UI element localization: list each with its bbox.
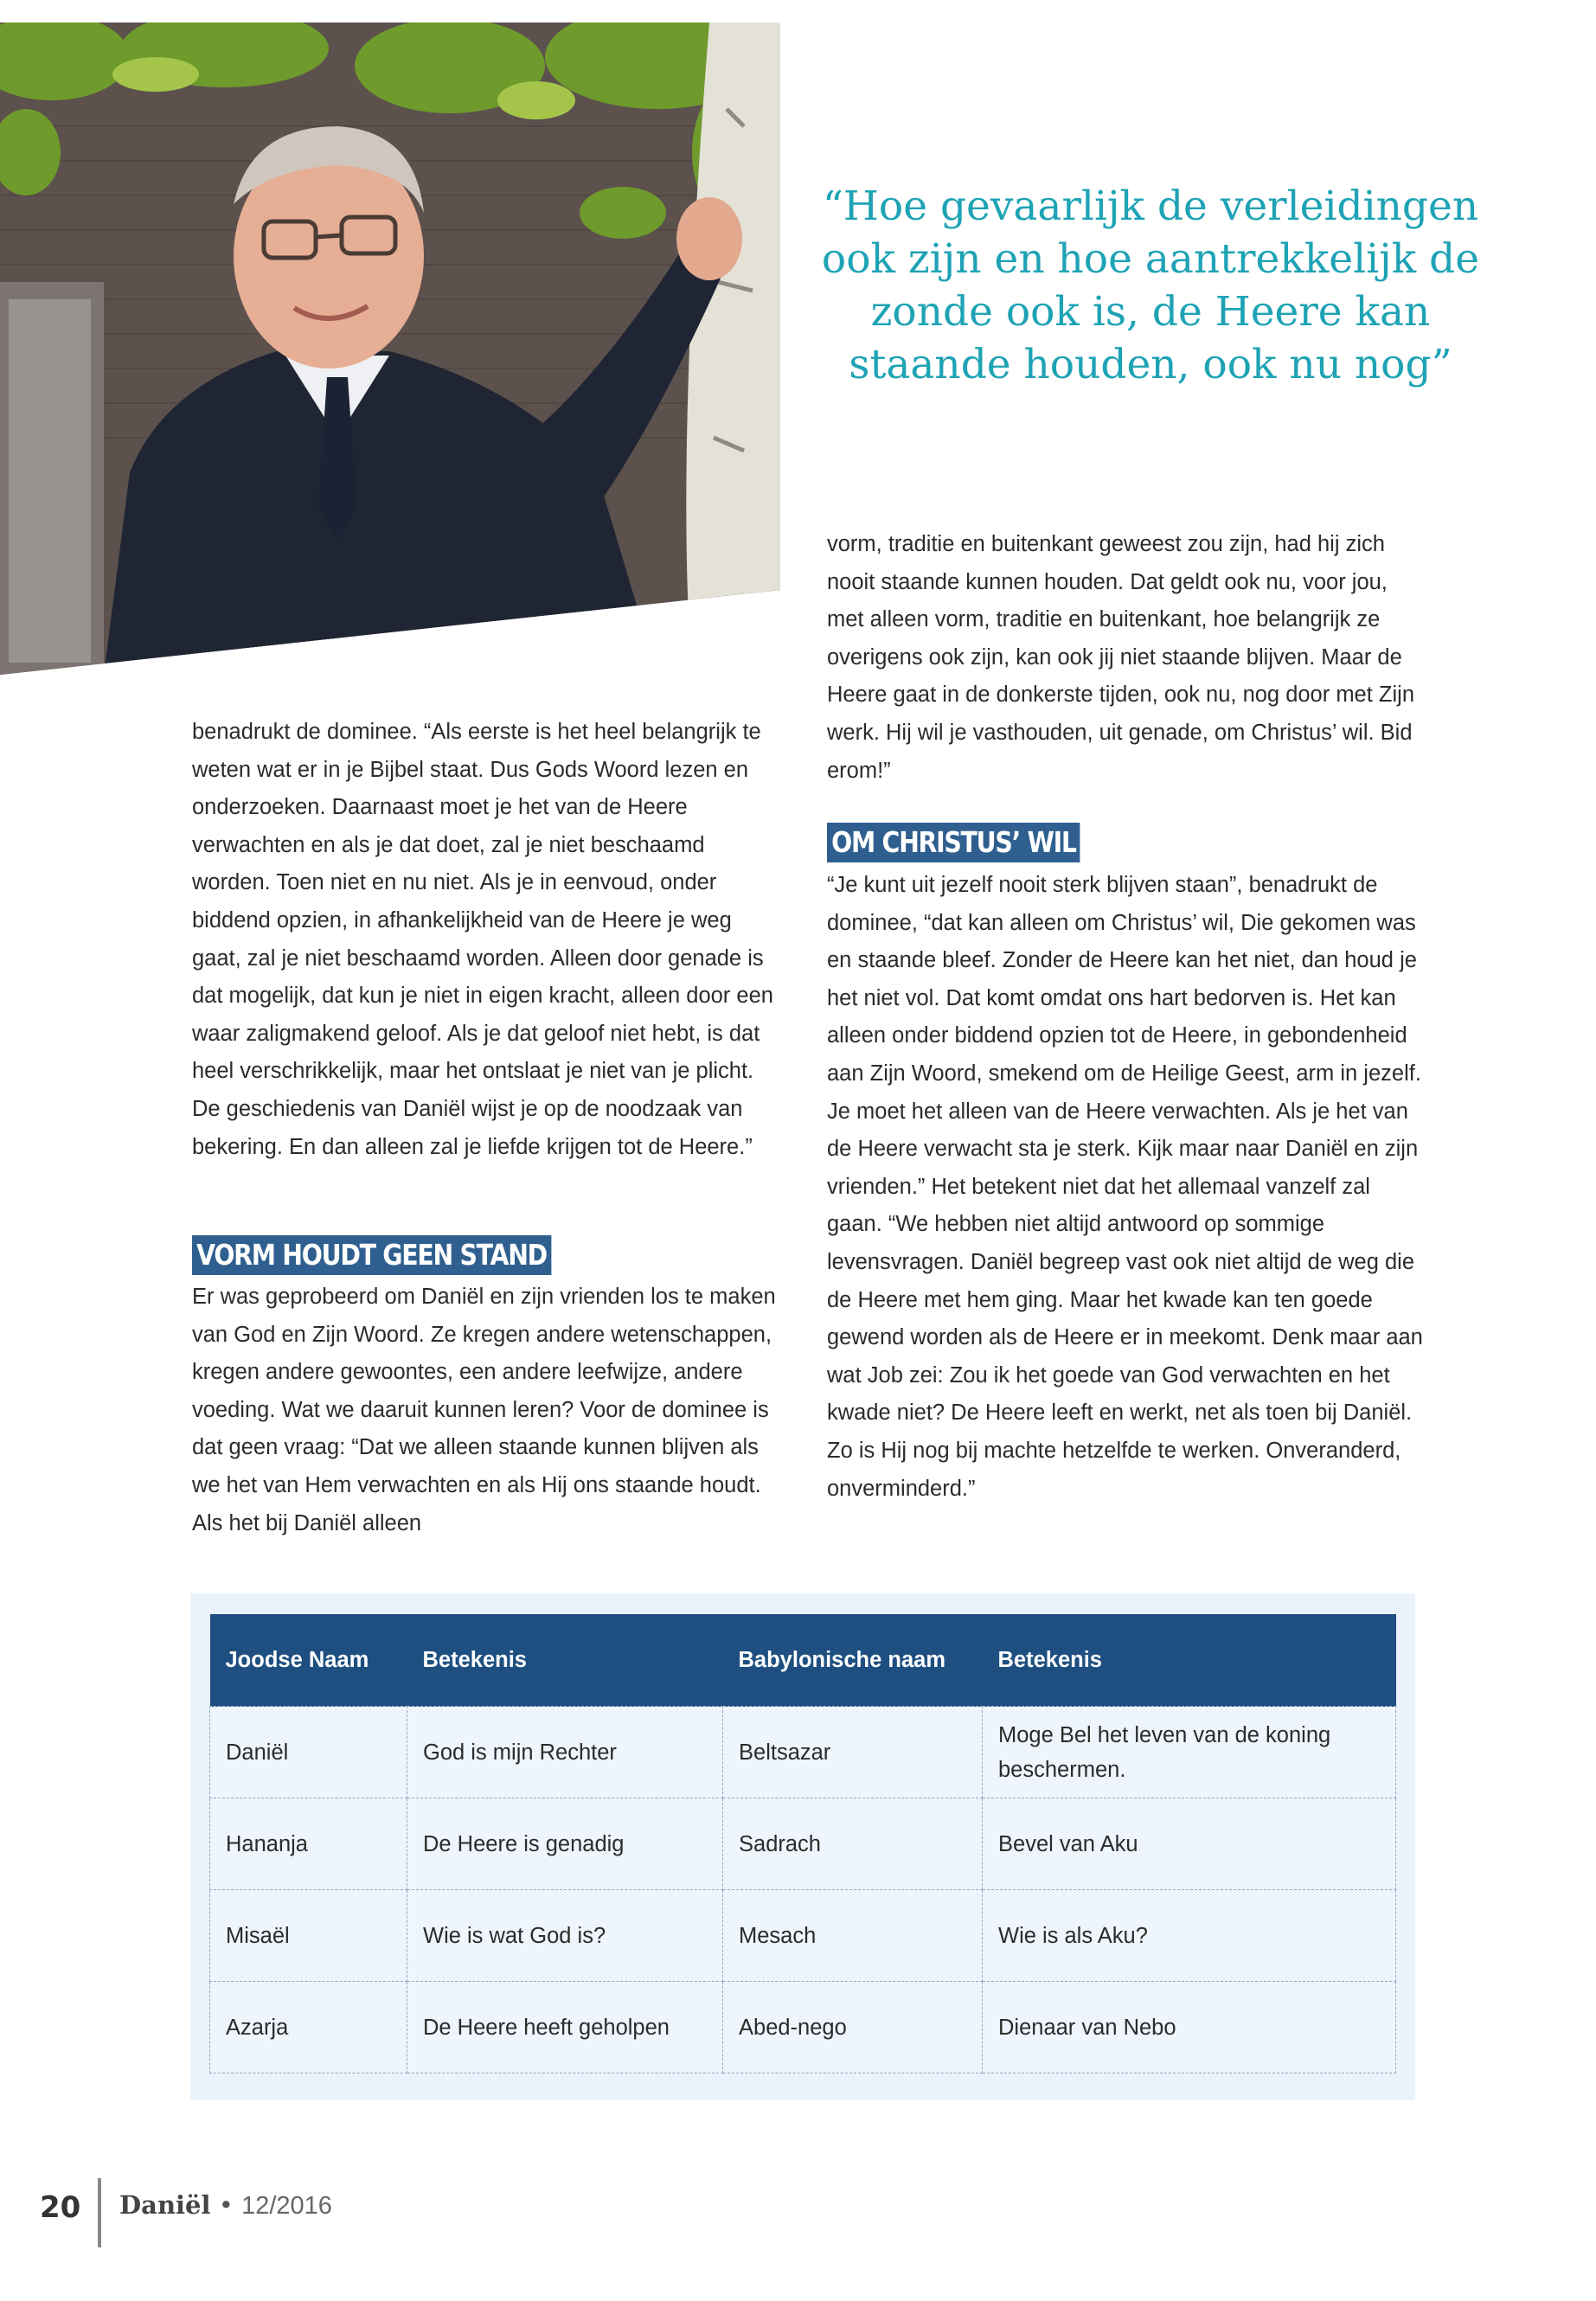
cell: Bevel van Aku	[983, 1798, 1396, 1890]
section-paragraph-vorm: Er was geprobeerd om Daniël en zijn vrienden los te maken van God en Zijn Woord. Ze kregen andere wetenschappen, kregen andere gewoontes, een andere leefwijze, andere voeding. Wat we daaruit kunnen leren? Voor de dominee is dat geen vraag: “Dat we alleen staande kunnen blijven als we het van Hem verwachten en als Hij ons staande houdt. Als het bij Daniël alleen	[192, 1285, 776, 1535]
footer-magazine	[119, 2190, 332, 2221]
header-jewish-name: Joodse Naam	[210, 1614, 407, 1707]
names-table	[209, 1614, 1396, 2073]
cell: De Heere heeft geholpen	[407, 1982, 723, 2073]
names-table-box	[190, 1593, 1415, 2100]
section-heading-vorm: VORM HOUDT GEEN STAND	[192, 1235, 551, 1275]
cell: Sadrach	[723, 1798, 983, 1890]
footer-divider	[98, 2178, 101, 2247]
right-column-continuation	[827, 526, 1424, 790]
photo-minister	[0, 22, 780, 675]
cell: Wie is als Aku?	[983, 1890, 1396, 1982]
cell: Daniël	[210, 1707, 407, 1798]
left-column-section	[192, 1279, 780, 1542]
continuation-paragraph: vorm, traditie en buitenkant geweest zou zijn, had hij zich nooit staande kunnen houden. Dat geldt ook nu, voor jou, met alleen vorm, traditie en buitenkant, hoe belangrijk ze overigens ook zijn, kan ook jij niet staande blijven. Maar de Heere gaat in de donkerste tijden, ook nu, nog door met Zijn werk. Hij wil je vasthouden, uit genade, om Christus’ wil. Bid erom!”	[827, 532, 1414, 783]
magazine-name: Daniël	[119, 2190, 211, 2220]
footer-separator: •	[218, 2190, 234, 2220]
cell: Beltsazar	[723, 1707, 983, 1798]
section-heading-christus: OM CHRISTUS’ WIL	[827, 823, 1080, 862]
cell: God is mijn Rechter	[407, 1707, 723, 1798]
table-row	[210, 1798, 1396, 1890]
cell: Azarja	[210, 1982, 407, 2073]
table-row	[210, 1707, 1396, 1798]
cell: Wie is wat God is?	[407, 1890, 723, 1982]
table-row	[210, 1982, 1396, 2073]
page-number: 20	[40, 2190, 81, 2225]
right-column-section	[827, 867, 1424, 1508]
photo-illustration	[0, 22, 780, 675]
cell: De Heere is genadig	[407, 1798, 723, 1890]
cell: Dienaar van Nebo	[983, 1982, 1396, 2073]
cell: Moge Bel het leven van de koning beschermen.	[983, 1707, 1396, 1798]
pull-quote: “Hoe gevaarlijk de verleidingen ook zijn en hoe aantrekkelijk de zonde ook is, de Heere kan staande houden, ook nu nog”	[821, 183, 1480, 388]
cell: Hananja	[210, 1798, 407, 1890]
cell: Misaël	[210, 1890, 407, 1982]
left-column-intro	[192, 714, 780, 1166]
issue-number: 12/2016	[241, 2192, 332, 2220]
header-meaning-2: Betekenis	[983, 1614, 1396, 1707]
table-row	[210, 1890, 1396, 1982]
table-header-row	[210, 1614, 1396, 1707]
intro-paragraph: benadrukt de dominee. “Als eerste is het heel belangrijk te weten wat er in je Bijbel staat. Dus Gods Woord lezen en onderzoeken. Daarnaast moet je het van de Heere verwachten en als je dat doet, zal je niet beschaamd worden. Toen niet en nu niet. Als je in eenvoud, onder biddend opzien, in afhankelijkheid van de Heere je weg gaat, zal je niet beschaamd worden. Alleen door genade is dat mogelijk, dat kun je niet in eigen kracht, alleen door een waar zaligmakend geloof. Als je dat geloof niet hebt, is dat heel verschrikkelijk, maar het ontslaat je niet van je plicht. De geschiedenis van Daniël wijst je op de noodzaak van bekering. En dan alleen zal je liefde krijgen tot de Heere.”	[192, 720, 773, 1159]
section-paragraph-christus: “Je kunt uit jezelf nooit sterk blijven staan”, benadrukt de dominee, “dat kan alleen om Christus’ wil, Die gekomen was en staande bleef. Zonder de Heere kan het niet, dan houd je het niet vol. Dat komt omdat ons hart bedorven is. Het kan alleen onder biddend opzien tot de Heere, in gebondenheid aan Zijn Woord, smekend om de Heilige Geest, arm in jezelf. Je moet het alleen van de Heere verwachten. Als je het van de Heere verwacht sta je sterk. Kijk maar naar Daniël en zijn vrienden.” Het betekent niet dat het allemaal vanzelf zal gaan. “We hebben niet altijd antwoord op sommige levensvragen. Daniël begreep vast ook niet altijd de weg die de Heere met hem ging. Maar het kwade kan ten goede gewend worden als de Heere er in meekomt. Denk maar aan wat Job zei: Zou ik het goede van God verwachten en het kwade niet? De Heere leeft en werkt, net als toen bij Daniël. Zo is Hij nog bij machte hetzelfde te werken. Onveranderd, onverminderd.”	[827, 873, 1423, 1501]
header-babylonian-name: Babylonische naam	[723, 1614, 983, 1707]
header-meaning: Betekenis	[407, 1614, 723, 1707]
cell: Mesach	[723, 1890, 983, 1982]
cell: Abed-nego	[723, 1982, 983, 2073]
